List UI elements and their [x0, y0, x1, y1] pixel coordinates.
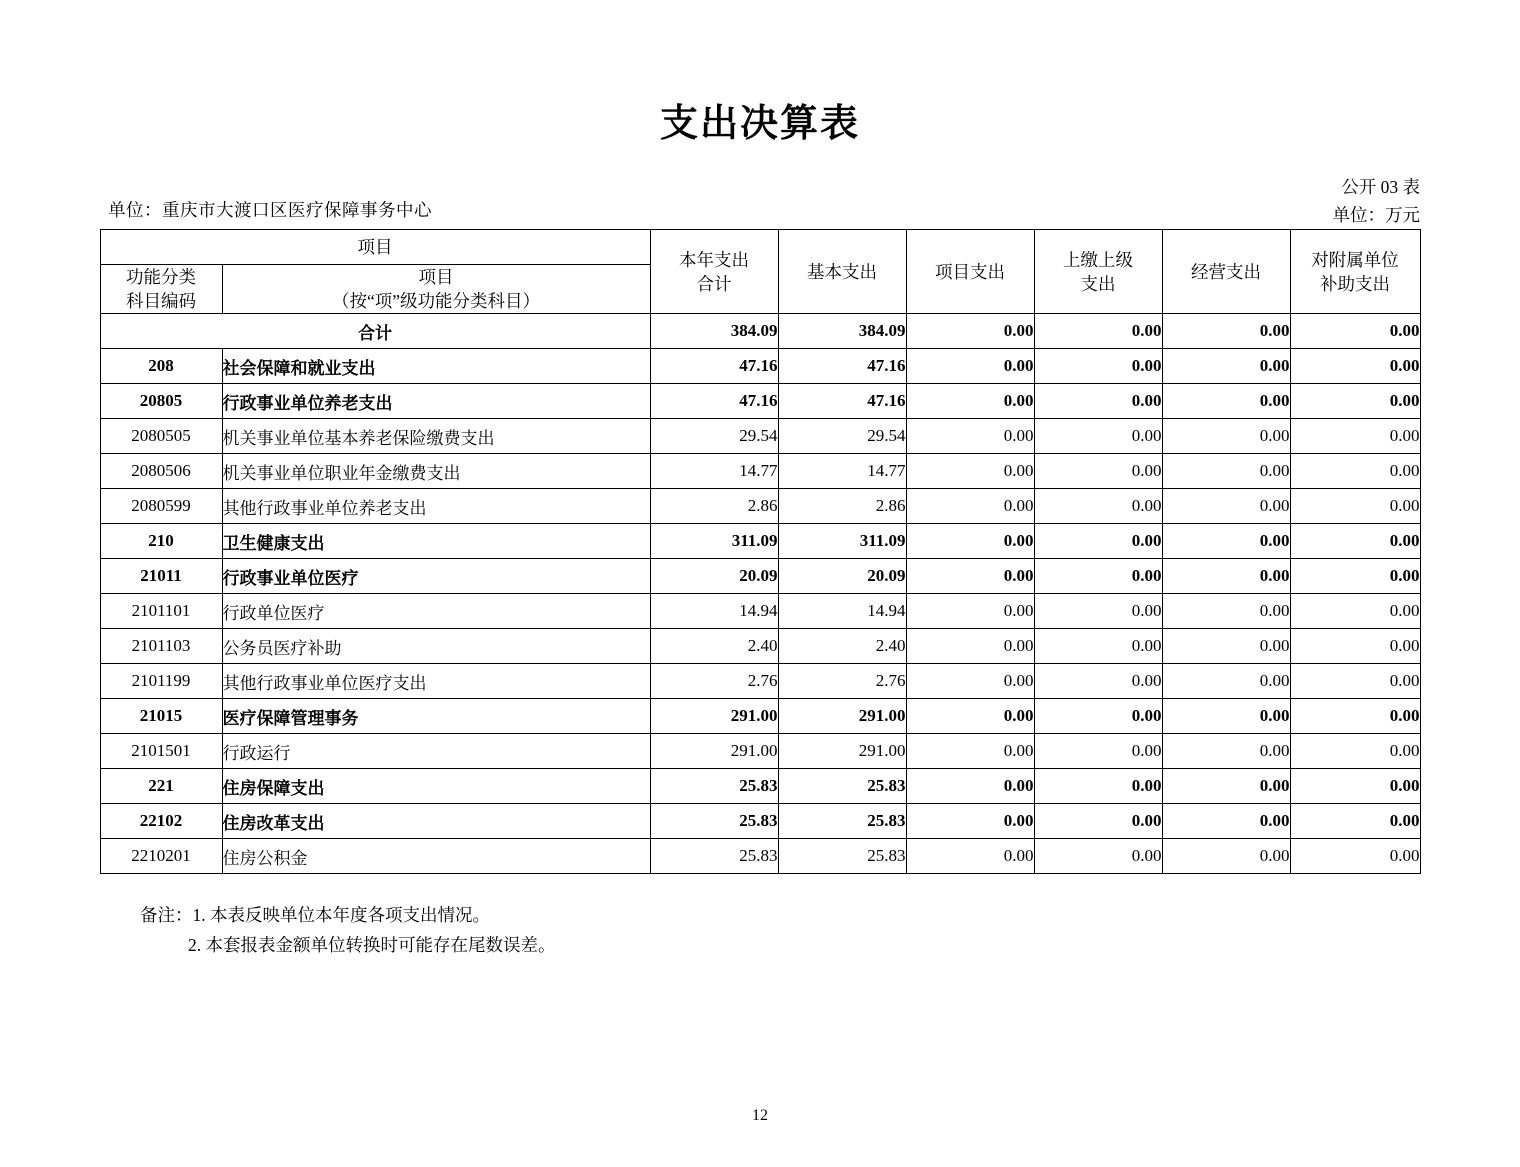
row-value-1: 25.83 — [778, 839, 906, 874]
row-value-4: 0.00 — [1162, 559, 1290, 594]
row-value-1: 311.09 — [778, 524, 906, 559]
row-value-0: 2.40 — [650, 629, 778, 664]
row-value-3: 0.00 — [1034, 524, 1162, 559]
row-value-4: 0.00 — [1162, 454, 1290, 489]
row-value-2: 0.00 — [906, 769, 1034, 804]
row-value-3: 0.00 — [1034, 384, 1162, 419]
row-code: 2101199 — [100, 664, 222, 699]
row-value-5: 0.00 — [1290, 594, 1420, 629]
table-row — [100, 524, 1420, 559]
table-row — [100, 839, 1420, 874]
row-value-2: 0.00 — [906, 419, 1034, 454]
header-group-item: 项目 — [100, 230, 650, 265]
header-total-line2: 合计 — [696, 273, 732, 294]
row-value-3: 0.00 — [1034, 839, 1162, 874]
row-value-0: 311.09 — [650, 524, 778, 559]
header-item-name-line1: 项目 — [418, 267, 454, 287]
table-header — [100, 230, 1420, 314]
row-value-5: 0.00 — [1290, 419, 1420, 454]
row-item-name: 卫生健康支出 — [222, 524, 650, 559]
row-value-3: 0.00 — [1034, 699, 1162, 734]
row-value-1: 2.40 — [778, 629, 906, 664]
row-code: 221 — [100, 769, 222, 804]
row-code: 2101501 — [100, 734, 222, 769]
row-value-3: 0.00 — [1034, 734, 1162, 769]
total-value-4: 0.00 — [1162, 314, 1290, 349]
row-value-5: 0.00 — [1290, 454, 1420, 489]
row-code: 21011 — [100, 559, 222, 594]
row-value-1: 47.16 — [778, 384, 906, 419]
header-upper-level-line2: 支出 — [1080, 273, 1116, 294]
row-value-3: 0.00 — [1034, 769, 1162, 804]
row-value-5: 0.00 — [1290, 664, 1420, 699]
row-value-2: 0.00 — [906, 804, 1034, 839]
header-subsidy — [1290, 230, 1420, 314]
total-value-0: 384.09 — [650, 314, 778, 349]
table-row — [100, 454, 1420, 489]
row-value-4: 0.00 — [1162, 524, 1290, 559]
row-code: 2210201 — [100, 839, 222, 874]
row-value-2: 0.00 — [906, 594, 1034, 629]
notes-block — [140, 900, 1520, 960]
row-value-4: 0.00 — [1162, 839, 1290, 874]
meta-right-block — [1333, 173, 1421, 229]
row-value-2: 0.00 — [906, 664, 1034, 699]
row-value-2: 0.00 — [906, 349, 1034, 384]
header-upper-level — [1034, 230, 1162, 314]
row-item-name: 医疗保障管理事务 — [222, 699, 650, 734]
row-item-name: 机关事业单位职业年金缴费支出 — [222, 454, 650, 489]
table-row — [100, 419, 1420, 454]
total-value-3: 0.00 — [1034, 314, 1162, 349]
row-value-1: 25.83 — [778, 804, 906, 839]
row-item-name: 行政单位医疗 — [222, 594, 650, 629]
row-value-5: 0.00 — [1290, 699, 1420, 734]
row-value-4: 0.00 — [1162, 629, 1290, 664]
row-value-3: 0.00 — [1034, 804, 1162, 839]
row-value-5: 0.00 — [1290, 629, 1420, 664]
note-line-2: 2. 本套报表金额单位转换时可能存在尾数误差。 — [188, 935, 556, 955]
row-item-name: 行政运行 — [222, 734, 650, 769]
row-value-1: 25.83 — [778, 769, 906, 804]
row-value-5: 0.00 — [1290, 384, 1420, 419]
table-header-row-1 — [100, 230, 1420, 265]
header-item-name-line2: （按“项”级功能分类科目） — [331, 291, 541, 311]
row-value-1: 291.00 — [778, 699, 906, 734]
row-value-0: 14.77 — [650, 454, 778, 489]
row-value-4: 0.00 — [1162, 664, 1290, 699]
header-subsidy-line2: 补助支出 — [1320, 273, 1390, 294]
row-value-1: 2.86 — [778, 489, 906, 524]
row-value-0: 2.76 — [650, 664, 778, 699]
row-value-1: 2.76 — [778, 664, 906, 699]
row-value-4: 0.00 — [1162, 699, 1290, 734]
table-row — [100, 664, 1420, 699]
header-total — [650, 230, 778, 314]
document-page — [0, 92, 1520, 1167]
table-row-total — [100, 314, 1420, 349]
header-upper-level-line1: 上缴上级 — [1063, 249, 1133, 270]
row-value-4: 0.00 — [1162, 769, 1290, 804]
row-code: 22102 — [100, 804, 222, 839]
row-value-2: 0.00 — [906, 839, 1034, 874]
row-value-4: 0.00 — [1162, 734, 1290, 769]
table-row — [100, 629, 1420, 664]
row-code: 2101101 — [100, 594, 222, 629]
row-value-0: 20.09 — [650, 559, 778, 594]
table-row — [100, 349, 1420, 384]
row-value-3: 0.00 — [1034, 664, 1162, 699]
row-code: 208 — [100, 349, 222, 384]
row-item-name: 其他行政事业单位医疗支出 — [222, 664, 650, 699]
row-item-name: 公务员医疗补助 — [222, 629, 650, 664]
header-function-code-line1: 功能分类 — [126, 267, 196, 287]
row-item-name: 其他行政事业单位养老支出 — [222, 489, 650, 524]
amount-unit-label: 单位：万元 — [1332, 205, 1420, 225]
row-value-2: 0.00 — [906, 699, 1034, 734]
row-value-0: 14.94 — [650, 594, 778, 629]
row-item-name: 住房保障支出 — [222, 769, 650, 804]
row-value-0: 25.83 — [650, 769, 778, 804]
row-value-5: 0.00 — [1290, 349, 1420, 384]
header-function-code-line2: 科目编码 — [126, 291, 196, 311]
row-value-1: 14.94 — [778, 594, 906, 629]
row-value-4: 0.00 — [1162, 489, 1290, 524]
row-value-2: 0.00 — [906, 454, 1034, 489]
table-row — [100, 594, 1420, 629]
row-value-3: 0.00 — [1034, 419, 1162, 454]
table-row — [100, 699, 1420, 734]
row-value-0: 29.54 — [650, 419, 778, 454]
row-code: 2080599 — [100, 489, 222, 524]
row-value-3: 0.00 — [1034, 594, 1162, 629]
row-value-5: 0.00 — [1290, 734, 1420, 769]
header-business: 经营支出 — [1162, 230, 1290, 314]
row-value-3: 0.00 — [1034, 559, 1162, 594]
row-value-3: 0.00 — [1034, 629, 1162, 664]
row-item-name: 住房改革支出 — [222, 804, 650, 839]
header-total-line1: 本年支出 — [679, 249, 749, 270]
table-row — [100, 559, 1420, 594]
row-value-4: 0.00 — [1162, 384, 1290, 419]
table-row — [100, 384, 1420, 419]
header-project: 项目支出 — [906, 230, 1034, 314]
header-function-code — [100, 265, 222, 314]
row-item-name: 行政事业单位医疗 — [222, 559, 650, 594]
table-row — [100, 489, 1420, 524]
header-basic: 基本支出 — [778, 230, 906, 314]
row-value-5: 0.00 — [1290, 804, 1420, 839]
table-row — [100, 804, 1420, 839]
row-value-1: 20.09 — [778, 559, 906, 594]
page-title: 支出决算表 — [659, 103, 860, 145]
total-value-1: 384.09 — [778, 314, 906, 349]
row-value-2: 0.00 — [906, 559, 1034, 594]
row-value-0: 25.83 — [650, 804, 778, 839]
row-value-5: 0.00 — [1290, 839, 1420, 874]
row-value-2: 0.00 — [906, 629, 1034, 664]
row-item-name: 行政事业单位养老支出 — [222, 384, 650, 419]
row-code: 2080505 — [100, 419, 222, 454]
row-code: 20805 — [100, 384, 222, 419]
row-value-4: 0.00 — [1162, 804, 1290, 839]
row-value-4: 0.00 — [1162, 349, 1290, 384]
row-code: 21015 — [100, 699, 222, 734]
total-label: 合计 — [100, 314, 650, 349]
row-code: 210 — [100, 524, 222, 559]
row-value-0: 25.83 — [650, 839, 778, 874]
row-value-2: 0.00 — [906, 734, 1034, 769]
row-value-2: 0.00 — [906, 524, 1034, 559]
unit-name-label: 单位：重庆市大渡口区医疗保障事务中心 — [108, 200, 432, 220]
expenditure-table — [100, 229, 1421, 874]
row-value-2: 0.00 — [906, 384, 1034, 419]
header-subsidy-line1: 对附属单位 — [1311, 249, 1399, 270]
row-value-0: 291.00 — [650, 699, 778, 734]
row-value-5: 0.00 — [1290, 489, 1420, 524]
table-body — [100, 314, 1420, 874]
row-value-0: 2.86 — [650, 489, 778, 524]
table-row — [100, 734, 1420, 769]
row-value-3: 0.00 — [1034, 489, 1162, 524]
row-item-name: 机关事业单位基本养老保险缴费支出 — [222, 419, 650, 454]
header-item-name — [222, 265, 650, 314]
row-code: 2080506 — [100, 454, 222, 489]
row-item-name: 住房公积金 — [222, 839, 650, 874]
row-value-3: 0.00 — [1034, 454, 1162, 489]
row-value-0: 47.16 — [650, 349, 778, 384]
row-value-0: 291.00 — [650, 734, 778, 769]
document-meta — [0, 173, 1520, 229]
row-value-5: 0.00 — [1290, 769, 1420, 804]
note-line-1: 备注：1. 本表反映单位本年度各项支出情况。 — [140, 905, 490, 925]
row-value-1: 14.77 — [778, 454, 906, 489]
total-value-5: 0.00 — [1290, 314, 1420, 349]
row-value-3: 0.00 — [1034, 349, 1162, 384]
row-item-name: 社会保障和就业支出 — [222, 349, 650, 384]
row-value-2: 0.00 — [906, 489, 1034, 524]
row-value-1: 47.16 — [778, 349, 906, 384]
row-value-4: 0.00 — [1162, 594, 1290, 629]
table-row — [100, 769, 1420, 804]
page-number: 12 — [752, 1107, 768, 1124]
row-value-4: 0.00 — [1162, 419, 1290, 454]
row-value-0: 47.16 — [650, 384, 778, 419]
total-value-2: 0.00 — [906, 314, 1034, 349]
row-value-5: 0.00 — [1290, 524, 1420, 559]
row-value-1: 291.00 — [778, 734, 906, 769]
row-value-1: 29.54 — [778, 419, 906, 454]
form-code-label: 公开 03 表 — [1341, 177, 1420, 197]
row-code: 2101103 — [100, 629, 222, 664]
row-value-5: 0.00 — [1290, 559, 1420, 594]
